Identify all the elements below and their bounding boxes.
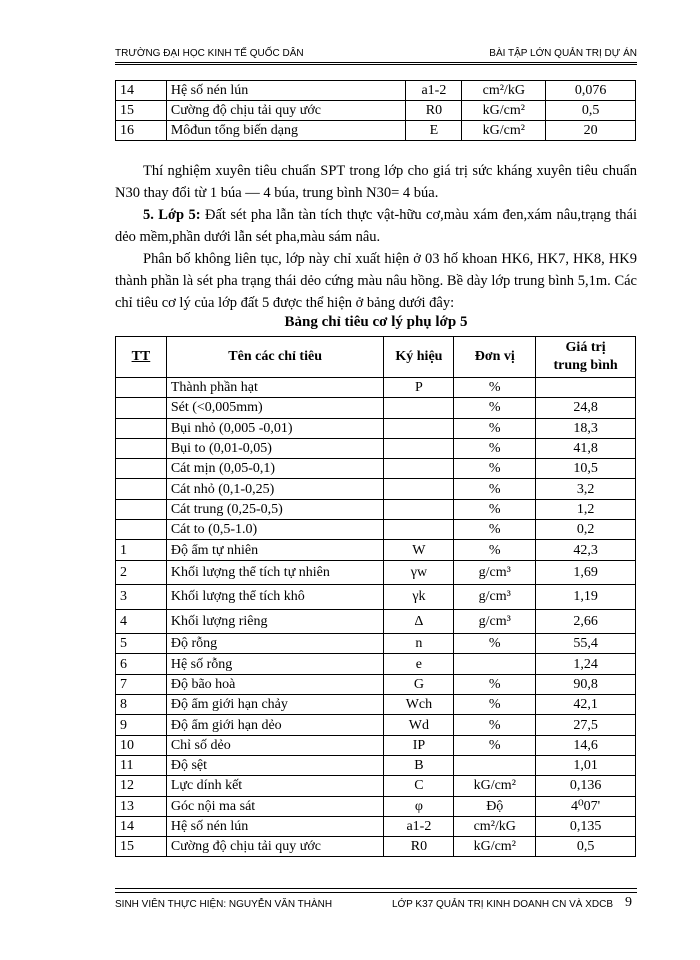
header-tt: TT [116,337,167,378]
cell-sym [384,479,454,499]
header-rule [115,64,637,65]
cell-sym: φ [384,796,454,816]
cell-tt [116,438,167,458]
cell-val: 0,2 [536,520,636,540]
cell-val: 20 [546,121,636,141]
table-row [116,418,636,438]
cell-name: Bụi nhỏ (0,005 -0,01) [166,418,384,438]
cell-name: Độ rỗng [166,634,384,654]
cell-sym [384,499,454,519]
cell-name: Thành phần hạt [166,378,384,398]
cell-tt: 15 [116,101,167,121]
cell-val: 42,1 [536,695,636,715]
cell-name: Sét (<0,005mm) [166,398,384,418]
layer5-text: Đất sét pha lẫn tàn tích thực vật-hữu cơ,màu xám đen,xám nâu,trạng thái dẻo mềm,phần dưới lẫn sét pha,màu sám nâu. [115,207,638,245]
table-row [116,816,636,836]
header-name: Tên các chỉ tiêu [166,337,384,378]
cell-unit: kG/cm² [462,121,546,141]
header-symbol: Ký hiệu [384,337,454,378]
cell-name: Chỉ số dẻo [166,735,384,755]
cell-unit: % [454,735,536,755]
cell-unit: % [454,479,536,499]
cell-tt: 12 [116,776,167,796]
cell-unit: kG/cm² [454,837,536,857]
cell-name: Cường độ chịu tải quy ước [166,101,406,121]
cell-unit: % [454,715,536,735]
cell-name: Độ ẩm giới hạn dẻo [166,715,384,735]
cell-val: 0,5 [536,837,636,857]
table-row [116,378,636,398]
cell-val: 2,66 [536,609,636,634]
table-row [116,560,636,585]
table-row [116,674,636,694]
cell-tt [116,479,167,499]
table-row [116,837,636,857]
cell-name: Góc nội ma sát [166,796,384,816]
cell-val: 24,8 [536,398,636,418]
cell-val: 1,19 [536,585,636,610]
cell-val: 0,076 [546,81,636,101]
cell-unit [454,654,536,674]
cell-unit: % [454,520,536,540]
cell-tt: 16 [116,121,167,141]
cell-unit: % [454,398,536,418]
table-row [116,459,636,479]
cell-unit: cm²/kG [462,81,546,101]
table-row [116,499,636,519]
cell-tt: 11 [116,755,167,775]
cell-unit: % [454,540,536,560]
cell-unit: % [454,438,536,458]
table-row [116,520,636,540]
cell-tt: 14 [116,816,167,836]
cell-sym [384,398,454,418]
table-row [116,81,636,101]
cell-name: Khối lượng thể tích khô [166,585,384,610]
cell-sym: Wd [384,715,454,735]
header-value: Giá trị trung bình [536,337,636,378]
cell-unit: g/cm³ [454,585,536,610]
paragraph-spt: Thí nghiệm xuyên tiêu chuẩn SPT trong lớp cho giá trị sức kháng xuyên tiêu chuẩn N30 thay đổi từ 1 búa — 4 búa, trung bình N30= 4 búa. [115,163,637,201]
cell-val: 0,136 [536,776,636,796]
table-row [116,585,636,610]
cell-tt: 4 [116,609,167,634]
table-row [116,715,636,735]
cell-val: 3,2 [536,479,636,499]
table-row [116,755,636,775]
cell-tt: 13 [116,796,167,816]
top-table [115,80,636,141]
cell-val: 0,135 [536,816,636,836]
cell-unit: % [454,459,536,479]
cell-name: Cát to (0,5-1.0) [166,520,384,540]
cell-sym: IP [384,735,454,755]
cell-name: Cát trung (0,25-0,5) [166,499,384,519]
cell-val: 10,5 [536,459,636,479]
cell-tt: 2 [116,560,167,585]
cell-unit [454,755,536,775]
cell-sym: e [384,654,454,674]
cell-sym: Wch [384,695,454,715]
cell-sym [384,459,454,479]
cell-tt: 14 [116,81,167,101]
cell-val: 41,8 [536,438,636,458]
footer-right: LỚP K37 QUẢN TRỊ KINH DOANH CN VÀ XDCB [392,899,614,910]
cell-sym: a1-2 [406,81,462,101]
cell-name: Hệ số nén lún [166,816,384,836]
cell-tt [116,499,167,519]
cell-tt [116,378,167,398]
table-row [116,609,636,634]
table-row [116,695,636,715]
cell-tt: 7 [116,674,167,694]
layer5-title: 5. Lớp 5: [143,207,201,223]
main-table [115,336,636,857]
footer-rule [115,888,637,889]
cell-val: 1,69 [536,560,636,585]
cell-unit: % [454,499,536,519]
cell-name: Bụi to (0,01-0,05) [166,438,384,458]
cell-sym: n [384,634,454,654]
cell-tt [116,459,167,479]
cell-name: Cát mịn (0,05-0,1) [166,459,384,479]
cell-val: 4⁰07' [536,796,636,816]
cell-tt: 9 [116,715,167,735]
cell-tt [116,418,167,438]
cell-val: 1,2 [536,499,636,519]
cell-name: Khối lượng riêng [166,609,384,634]
cell-val: 1,24 [536,654,636,674]
cell-name: Hệ số rỗng [166,654,384,674]
cell-unit: % [454,378,536,398]
cell-tt [116,398,167,418]
main-table-header [116,337,636,378]
table-row [116,101,636,121]
cell-tt: 3 [116,585,167,610]
table-row [116,540,636,560]
cell-val [536,378,636,398]
cell-sym: γw [384,560,454,585]
cell-sym: E [406,121,462,141]
cell-val: 1,01 [536,755,636,775]
cell-tt: 10 [116,735,167,755]
cell-sym: B [384,755,454,775]
cell-unit: Độ [454,796,536,816]
cell-val: 14,6 [536,735,636,755]
cell-val: 90,8 [536,674,636,694]
cell-unit: % [454,634,536,654]
table-row [116,479,636,499]
cell-val: 55,4 [536,634,636,654]
cell-name: Độ bão hoà [166,674,384,694]
footer-rule-2 [115,892,637,893]
cell-sym [384,418,454,438]
cell-unit: % [454,674,536,694]
cell-unit: g/cm³ [454,560,536,585]
cell-val: 42,3 [536,540,636,560]
cell-sym [384,438,454,458]
cell-sym: W [384,540,454,560]
page-number: 9 [625,895,632,910]
cell-sym: G [384,674,454,694]
cell-val: 27,5 [536,715,636,735]
cell-tt: 15 [116,837,167,857]
page-header [115,48,637,63]
cell-tt: 1 [116,540,167,560]
cell-name: Độ ẩm tự nhiên [166,540,384,560]
cell-sym: Δ [384,609,454,634]
header-right: BÀI TẬP LỚN QUẢN TRỊ DỰ ÁN [489,48,637,59]
table-row [116,776,636,796]
cell-sym: C [384,776,454,796]
table-caption: Bảng chỉ tiêu cơ lý phụ lớp 5 [284,314,468,330]
table-row [116,796,636,816]
cell-name: Khối lượng thể tích tự nhiên [166,560,384,585]
table-row [116,398,636,418]
paragraph-distribution: Phân bố không liên tục, lớp này chỉ xuất hiện ở 03 hố khoan HK6, HK7, HK8, HK9 thành phần là sét pha trạng thái dẻo cứng màu nâu hồng. Bề dày lớp trung bình 5,1m. Các chỉ tiêu cơ lý của lớp đất 5 được thể hiện ở bảng dưới đây: [115,251,637,311]
cell-tt: 6 [116,654,167,674]
cell-val: 18,3 [536,418,636,438]
cell-tt [116,520,167,540]
cell-unit: cm²/kG [454,816,536,836]
table-row [116,121,636,141]
cell-name: Lực dính kết [166,776,384,796]
cell-unit: % [454,418,536,438]
cell-sym: P [384,378,454,398]
cell-unit: kG/cm² [462,101,546,121]
table-row [116,735,636,755]
cell-tt: 5 [116,634,167,654]
cell-sym: γk [384,585,454,610]
cell-name: Cường độ chịu tải quy ước [166,837,384,857]
cell-val: 0,5 [546,101,636,121]
cell-unit: g/cm³ [454,609,536,634]
footer-left: SINH VIÊN THỰC HIỆN: NGUYỄN VĂN THÀNH [115,899,333,910]
cell-name: Cát nhỏ (0,1-0,25) [166,479,384,499]
cell-name: Môđun tổng biến dạng [166,121,406,141]
cell-tt: 8 [116,695,167,715]
cell-sym [384,520,454,540]
header-unit: Đơn vị [454,337,536,378]
table-row [116,654,636,674]
table-row [116,634,636,654]
cell-name: Độ ẩm giới hạn chảy [166,695,384,715]
table-row [116,438,636,458]
cell-unit: kG/cm² [454,776,536,796]
cell-sym: R0 [384,837,454,857]
cell-sym: R0 [406,101,462,121]
header-left: TRƯỜNG ĐẠI HỌC KINH TẾ QUỐC DÂN [115,48,304,59]
cell-name: Độ sệt [166,755,384,775]
cell-sym: a1-2 [384,816,454,836]
paragraph-layer5 [115,204,637,248]
cell-unit: % [454,695,536,715]
cell-name: Hệ số nén lún [166,81,406,101]
